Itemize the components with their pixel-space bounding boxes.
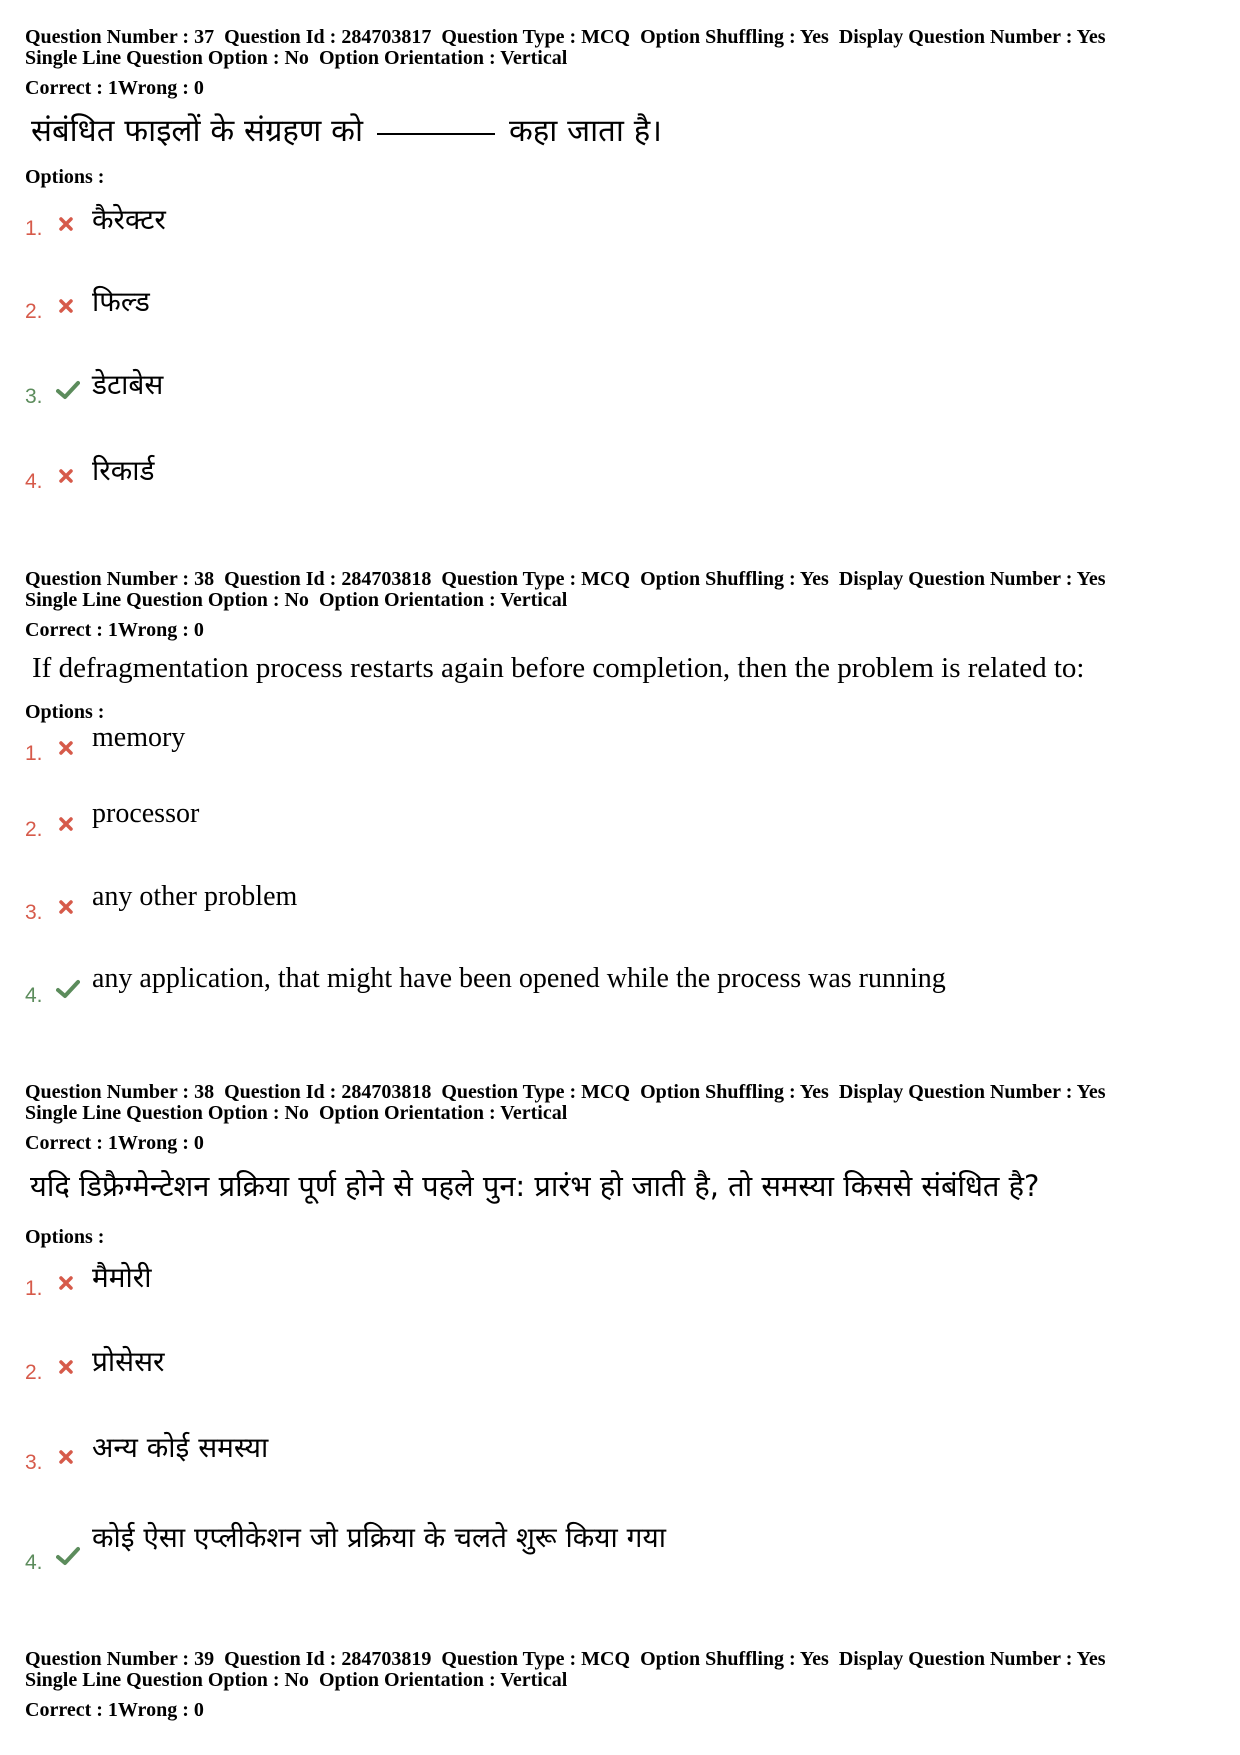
option-number: 1. [25, 217, 43, 240]
option-text: कैरेक्टर [92, 203, 166, 236]
option-text: मैमोरी [92, 1261, 152, 1294]
wrong-cross-icon [56, 466, 76, 486]
correct-check-icon [56, 380, 80, 400]
option-text: memory [92, 722, 186, 753]
option-number: 4. [25, 984, 43, 1007]
wrong-cross-icon [56, 1447, 76, 1467]
option-number: 3. [25, 1451, 43, 1474]
wrong-cross-icon [56, 296, 76, 316]
option-text: फिल्ड [92, 285, 150, 318]
option-number: 2. [25, 818, 43, 841]
question-meta-line1: Question Number : 37 Question Id : 284703817 Question Type : MCQ Option Shuffling : Yes Display Question Number : Yes [25, 26, 1106, 48]
answer-blank [377, 133, 495, 135]
score-line: Correct : 1Wrong : 0 [25, 1132, 204, 1154]
option-text: रिकार्ड [92, 454, 155, 487]
option-text: any application, that might have been opened while the process was running [92, 963, 946, 994]
wrong-cross-icon [56, 1357, 76, 1377]
option-number: 4. [25, 1551, 43, 1574]
correct-check-icon [56, 1546, 80, 1566]
option-text: processor [92, 798, 200, 829]
option-number: 2. [25, 300, 43, 323]
question-text: If defragmentation process restarts again before completion, then the problem is related to: [32, 652, 1085, 684]
options-label: Options : [25, 701, 105, 723]
question-meta-line2: Single Line Question Option : No Option Orientation : Vertical [25, 1102, 568, 1124]
score-line: Correct : 1Wrong : 0 [25, 1699, 204, 1721]
wrong-cross-icon [56, 814, 76, 834]
option-text: कोई ऐसा एप्लीकेशन जो प्रक्रिया के चलते शुरू किया गया [92, 1521, 666, 1554]
option-text: अन्य कोई समस्या [92, 1431, 269, 1464]
option-number: 1. [25, 1277, 43, 1300]
option-text: प्रोसेसर [92, 1345, 165, 1378]
option-number: 1. [25, 742, 43, 765]
option-number: 3. [25, 385, 43, 408]
correct-check-icon [56, 979, 80, 999]
question-meta-line2: Single Line Question Option : No Option Orientation : Vertical [25, 589, 568, 611]
question-meta-line2: Single Line Question Option : No Option Orientation : Vertical [25, 1669, 568, 1691]
option-number: 3. [25, 901, 43, 924]
options-label: Options : [25, 166, 105, 188]
option-number: 2. [25, 1361, 43, 1384]
question-text: संबंधित फाइलों के संग्रहण को कहा जाता है। [31, 113, 662, 149]
score-line: Correct : 1Wrong : 0 [25, 77, 204, 99]
option-number: 4. [25, 470, 43, 493]
question-meta-line1: Question Number : 38 Question Id : 284703818 Question Type : MCQ Option Shuffling : Yes Display Question Number : Yes [25, 1081, 1106, 1103]
question-text: यदि डिफ्रैग्मेन्टेशन प्रक्रिया पूर्ण होने से पहले पुन: प्रारंभ हो जाती है, तो समस्या किससे संबंधित है? [30, 1169, 1040, 1203]
option-text: any other problem [92, 881, 298, 912]
score-line: Correct : 1Wrong : 0 [25, 619, 204, 641]
wrong-cross-icon [56, 897, 76, 917]
options-label: Options : [25, 1226, 105, 1248]
wrong-cross-icon [56, 214, 76, 234]
question-meta-line2: Single Line Question Option : No Option Orientation : Vertical [25, 47, 568, 69]
question-meta-line1: Question Number : 39 Question Id : 284703819 Question Type : MCQ Option Shuffling : Yes Display Question Number : Yes [25, 1648, 1106, 1670]
wrong-cross-icon [56, 738, 76, 758]
option-text: डेटाबेस [92, 368, 164, 401]
question-meta-line1: Question Number : 38 Question Id : 284703818 Question Type : MCQ Option Shuffling : Yes Display Question Number : Yes [25, 568, 1106, 590]
wrong-cross-icon [56, 1273, 76, 1293]
